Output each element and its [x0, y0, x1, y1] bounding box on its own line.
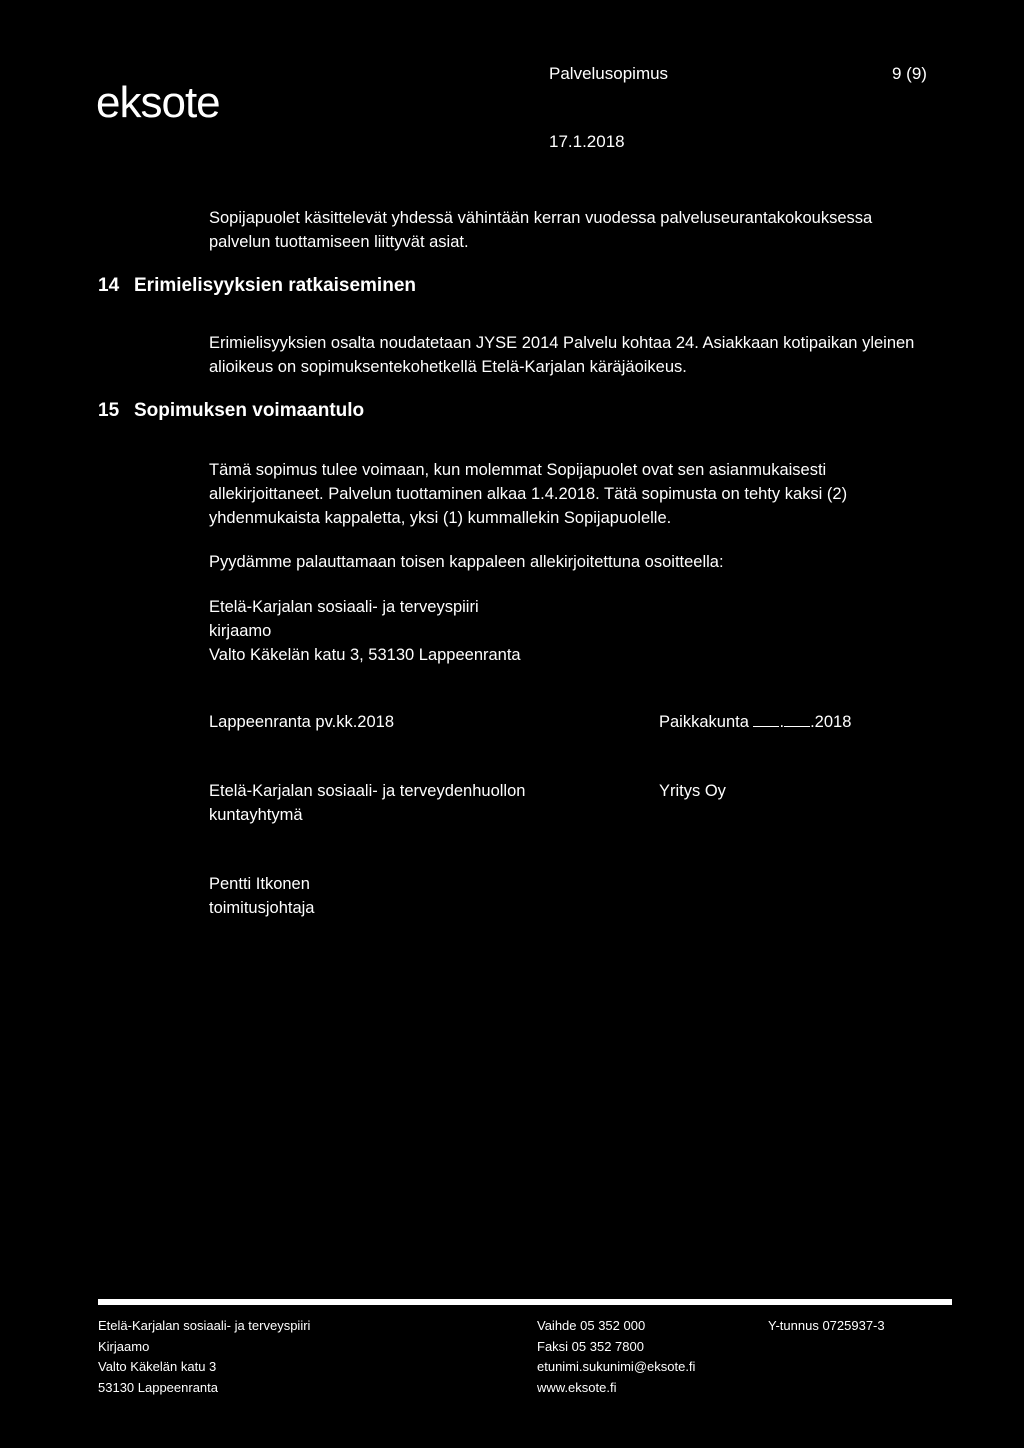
org-line: Etelä-Karjalan sosiaali- ja terveydenhuollon	[209, 782, 526, 800]
right-year: .2018	[810, 713, 852, 731]
footer-line: www.eksote.fi	[537, 1379, 617, 1395]
address-line: Etelä-Karjalan sosiaali- ja terveyspiiri	[209, 598, 479, 616]
footer-line: Etelä-Karjalan sosiaali- ja terveyspiiri	[98, 1318, 311, 1333]
intro-line: Sopijapuolet käsittelevät yhdessä vähintään kerran vuodessa palveluseurantakokouksessa	[209, 209, 873, 227]
section-title: Sopimuksen voimaantulo	[134, 400, 365, 421]
footer-line: Y-tunnus 0725937-3	[768, 1318, 885, 1333]
footer-address-column	[98, 1316, 310, 1398]
intro-paragraph	[209, 206, 872, 254]
address-line: Valto Käkelän katu 3, 53130 Lappeenranta	[209, 646, 521, 664]
signer-name: Pentti Itkonen	[209, 875, 310, 893]
return-address	[209, 595, 521, 667]
footer-line: Faksi 05 352 7800	[537, 1338, 644, 1354]
right-place-date	[659, 710, 851, 734]
footer-business-id-column	[768, 1316, 885, 1337]
return-request: Pyydämme palauttamaan toisen kappaleen allekirjoitettuna osoitteella:	[209, 553, 724, 571]
org-line: kuntayhtymä	[209, 806, 303, 824]
right-organization: Yritys Oy	[659, 782, 726, 800]
section-title: Erimielisyyksien ratkaiseminen	[134, 275, 416, 296]
footer-line: 53130 Lappeenranta	[98, 1379, 219, 1395]
paragraph-line: Tämä sopimus tulee voimaan, kun molemmat Sopijapuolet ovat sen asianmukaisesti	[209, 461, 827, 479]
section-14-paragraph	[209, 331, 914, 379]
right-place: Paikkakunta	[659, 713, 749, 731]
paragraph-line: alioikeus on sopimuksentekohetkellä Etelä-Karjalan käräjäoikeus.	[209, 358, 687, 376]
page-number: 9 (9)	[892, 64, 927, 83]
footer-line: Kirjaamo	[98, 1338, 150, 1354]
intro-line: palvelun tuottamiseen liittyvät asiat.	[209, 233, 469, 251]
address-line: kirjaamo	[209, 622, 272, 640]
footer-line: Valto Käkelän katu 3	[98, 1359, 217, 1374]
signer-title: toimitusjohtaja	[209, 899, 315, 917]
document-date: 17.1.2018	[549, 132, 625, 151]
section-15-paragraph	[209, 458, 847, 530]
day-blank-line	[753, 712, 779, 727]
signer	[209, 872, 314, 920]
section-14-heading	[98, 275, 416, 297]
date-separator: .	[779, 713, 785, 731]
section-number: 14	[98, 275, 120, 296]
footer-rule	[98, 1299, 952, 1305]
footer-line: etunimi.sukunimi@eksote.fi	[537, 1359, 696, 1374]
left-organization	[209, 779, 525, 827]
left-place-date: Lappeenranta pv.kk.2018	[209, 713, 395, 731]
paragraph-line: Erimielisyyksien osalta noudatetaan JYSE 2014 Palvelu kohtaa 24. Asiakkaan kotipaikan yleinen	[209, 334, 915, 352]
footer-line: Vaihde 05 352 000	[537, 1318, 646, 1333]
section-number: 15	[98, 400, 120, 421]
paragraph-line: yhdenmukaista kappaletta, yksi (1) kummallekin Sopijapuolelle.	[209, 509, 672, 527]
month-blank-line	[784, 712, 810, 727]
document-type: Palvelusopimus	[549, 64, 669, 83]
eksote-logo: eksote	[96, 78, 220, 127]
section-15-heading	[98, 400, 364, 422]
paragraph-line: allekirjoittaneet. Palvelun tuottaminen alkaa 1.4.2018. Tätä sopimusta on tehty kaksi (2)	[209, 485, 848, 503]
footer-contact-column	[537, 1316, 695, 1398]
